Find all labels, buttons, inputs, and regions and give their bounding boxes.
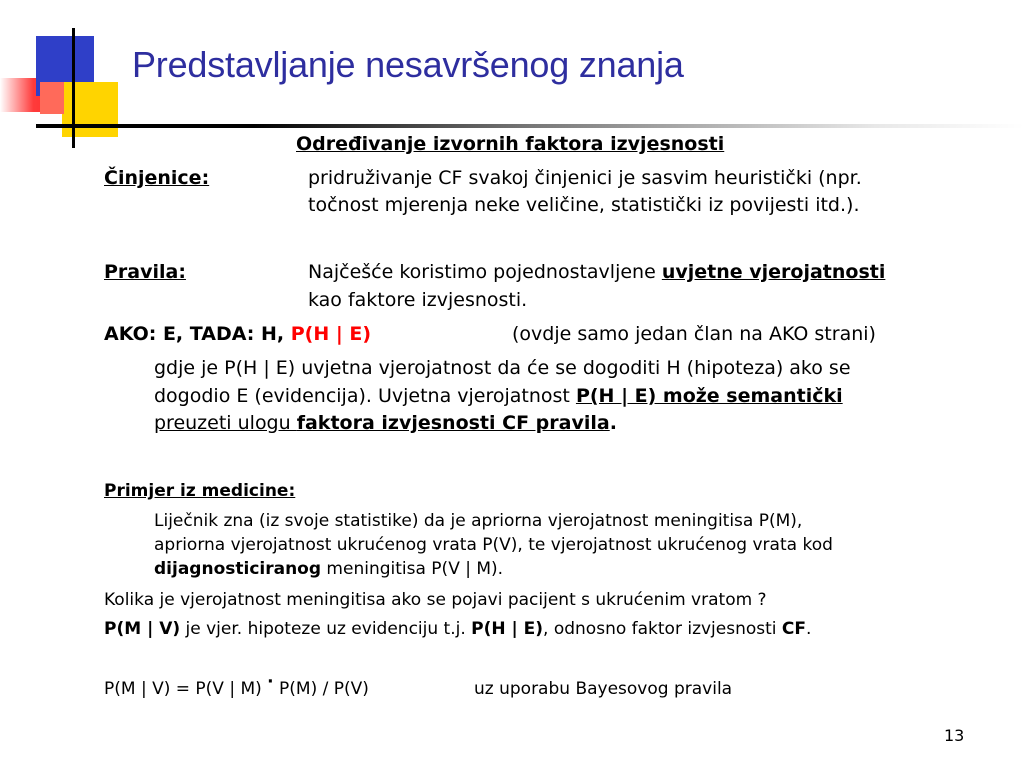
ako-prefix: AKO: E, TADA: H, (104, 323, 291, 345)
answer-bold-1: P(M | V) (104, 619, 181, 639)
section-heading: Određivanje izvornih faktora izvjesnosti (296, 133, 725, 155)
answer-bold-2: P(H | E) (471, 619, 544, 639)
title-underline (36, 124, 1024, 128)
formula-dot: · (267, 672, 274, 692)
primjer-line-2: apriorna vjerojatnost ukrućenog vrata P(V), te vjerojatnost ukrućenog vrata kod (154, 535, 833, 555)
gdje-emphasis: P(H | E) može semantički (575, 385, 843, 407)
decor-yellow-square (62, 82, 118, 137)
pravila-text: Najčešće koristimo pojednostavljene (308, 261, 662, 283)
ako-expression: P(H | E) (290, 323, 372, 345)
answer (104, 618, 811, 641)
formula-part-1: P(M | V) = P(V | M) (104, 679, 268, 699)
decor-vertical-line (72, 28, 75, 148)
gdje-line-3 (154, 411, 617, 436)
gdje-line-2 (154, 384, 843, 409)
formula (104, 672, 369, 701)
pravila-emphasis: uvjetne vjerojatnosti (661, 261, 886, 283)
answer-bold-3: CF (781, 619, 807, 639)
pravila-line-1 (308, 260, 885, 285)
ako-rule (104, 322, 371, 347)
gdje-line-1: gdje je P(H | E) uvjetna vjerojatnost da će se dogoditi H (hipoteza) ako se (154, 357, 851, 379)
cinjenice-label: Činjenice: (104, 167, 210, 189)
pravila-label: Pravila: (104, 261, 186, 283)
pravila-line-2: kao faktore izvjesnosti. (308, 289, 528, 311)
cinjenice-line-1: pridruživanje CF svakoj činjenici je sasvim heuristički (npr. (308, 167, 862, 189)
answer-text-3: . (806, 619, 812, 639)
answer-text-1: je vjer. hipoteze uz evidenciju t.j. (180, 619, 472, 639)
question: Kolika je vjerojatnost meningitisa ako se pojavi pacijent s ukrućenim vratom ? (104, 590, 767, 610)
gdje-line3-text: preuzeti ulogu (154, 412, 297, 434)
formula-part-2: P(M) / P(V) (273, 679, 369, 699)
decor-red-accent (40, 82, 64, 114)
primjer-line-1: Liječnik zna (iz svoje statistike) da je apriorna vjerojatnost meningitisa P(M), (154, 511, 803, 531)
primjer-label: Primjer iz medicine: (104, 481, 296, 501)
primjer-text: meningitisa P(V | M). (321, 559, 504, 579)
answer-text-2: , odnosno faktor izvjesnosti (543, 619, 782, 639)
gdje-line3-end: . (609, 412, 617, 434)
cinjenice-line-2: točnost mjerenja neke veličine, statistički iz povijesti itd.). (308, 194, 860, 216)
formula-note: uz uporabu Bayesovog pravila (474, 679, 733, 699)
ako-note: (ovdje samo jedan član na AKO strani) (512, 323, 876, 345)
primjer-line-3 (154, 558, 503, 581)
gdje-line3-emphasis: faktora izvjesnosti CF pravila (296, 412, 610, 434)
slide-title: Predstavljanje nesavršenog znanja (132, 44, 684, 85)
gdje-text: dogodio E (evidencija). Uvjetna vjerojatnost (154, 385, 576, 407)
primjer-bold: dijagnosticiranog (154, 559, 322, 579)
page-number: 13 (944, 726, 965, 745)
